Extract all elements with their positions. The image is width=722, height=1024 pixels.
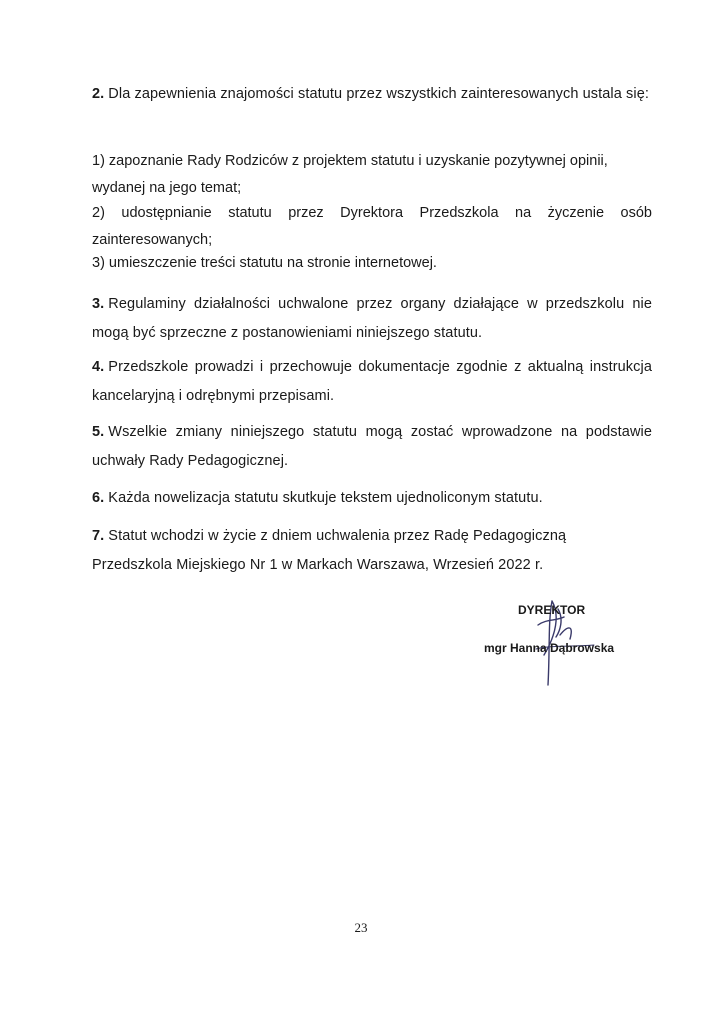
paragraph-number: 2.: [92, 86, 105, 102]
list-item-text: 3) umieszczenie treści statutu na stronie internetowej.: [92, 255, 437, 271]
paragraph-4: [92, 353, 652, 411]
paragraph-number: 3.: [92, 296, 105, 312]
paragraph-text: Przedszkole prowadzi i przechowuje dokumentacje zgodnie z aktualną instrukcja kancelaryjną i odrębnymi przepisami.: [92, 359, 652, 404]
list-item-text: 1) zapoznanie Rady Rodziców z projektem statutu i uzyskanie pozytywnej opinii, wydanej na jego temat;: [92, 153, 608, 196]
paragraph-text: Regulaminy działalności uchwalone przez organy działające w przedszkolu nie mogą być sprzeczne z postanowieniami niniejszego statutu.: [92, 296, 652, 341]
list-item: [92, 148, 652, 202]
paragraph-number: 7.: [92, 528, 105, 544]
paragraph-7: [92, 522, 592, 580]
signature-title: DYREKTOR: [518, 603, 586, 617]
paragraph-text: Statut wchodzi w życie z dniem uchwalenia przez Radę Pedagogiczną Przedszkola Miejskiego Nr 1 w Markach Warszawa, Wrzesień 2022 r.: [92, 528, 567, 573]
signature-stamp: [470, 595, 630, 685]
paragraph-number: 6.: [92, 490, 105, 506]
paragraph-text: Dla zapewnienia znajomości statutu przez wszystkich zainteresowanych ustala się:: [108, 86, 650, 102]
paragraph-text: Każda nowelizacja statutu skutkuje tekstem ujednoliconym statutu.: [108, 490, 543, 506]
list-item: [92, 200, 652, 254]
paragraph-2: [92, 78, 652, 110]
paragraph-6: [92, 484, 652, 513]
list-item: [92, 250, 652, 277]
page-number: 23: [354, 920, 368, 935]
paragraph-text: Wszelkie zmiany niniejszego statutu mogą zostać wprowadzone na podstawie uchwały Rady Pedagogicznej.: [92, 424, 652, 469]
paragraph-5: [92, 418, 652, 476]
paragraph-3: [92, 290, 652, 348]
list-item-text: 2) udostępnianie statutu przez Dyrektora Przedszkola na życzenie osób zainteresowanych;: [92, 205, 652, 248]
signature-name: mgr Hanna Dąbrowska: [484, 641, 615, 655]
paragraph-number: 5.: [92, 424, 105, 440]
paragraph-number: 4.: [92, 359, 105, 375]
